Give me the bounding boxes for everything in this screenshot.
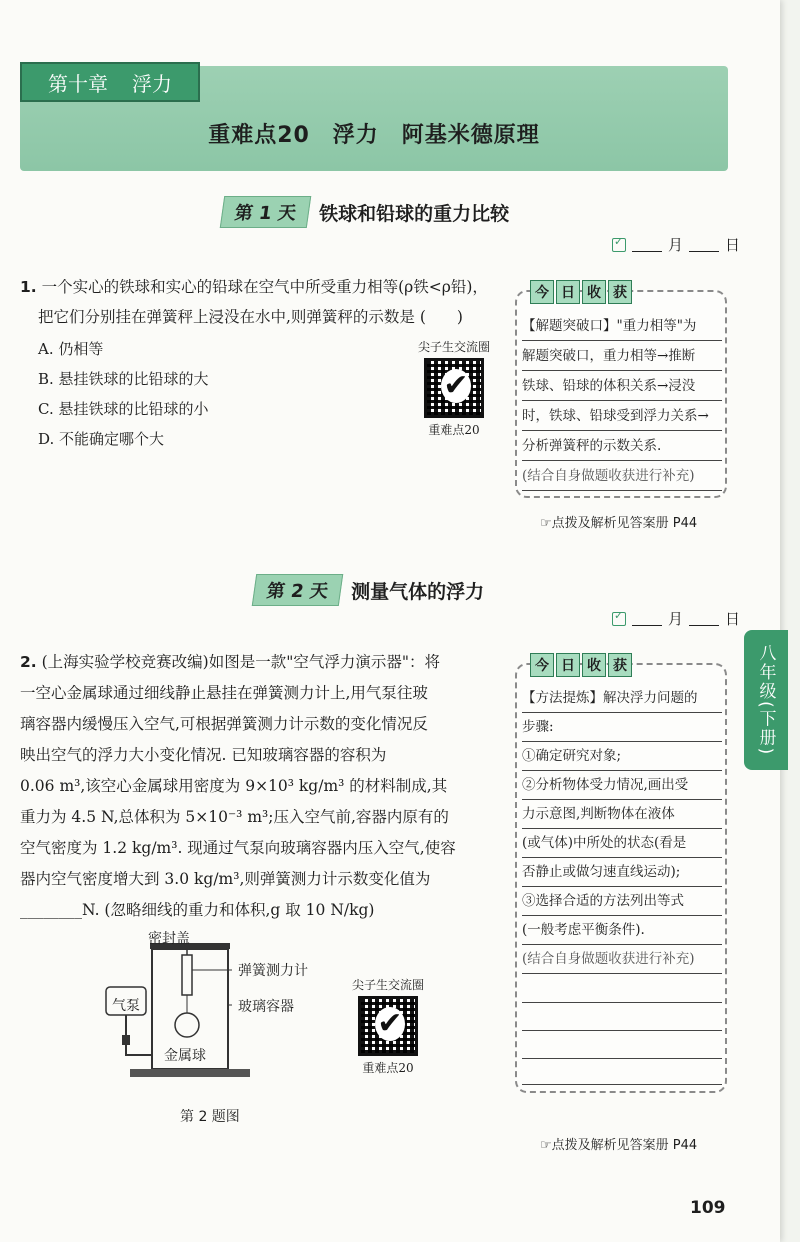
spring-scale xyxy=(182,955,192,995)
blank-line[interactable] xyxy=(522,1002,722,1003)
figure-caption: 第 2 题图 xyxy=(180,1109,240,1125)
chapter-number: 第十章 xyxy=(48,71,108,96)
today-harvest-tag-1: 今 日 收 获 xyxy=(530,280,632,304)
q2-line: 映出空气的浮力大小变化情况. 已知玻璃容器的容积为 xyxy=(20,746,387,764)
day1-box-supplement: (结合自身做题收获进行补充) xyxy=(522,462,722,491)
blank-line[interactable] xyxy=(522,1084,722,1085)
day2-box-line: (或气体)中所处的状态(看是 xyxy=(522,829,722,858)
q1-option-d[interactable]: D. 不能确定哪个大 xyxy=(38,430,165,448)
day2-box-line: 否静止或做匀速直线运动); xyxy=(522,858,722,887)
label-spring-scale: 弹簧测力计 xyxy=(238,963,308,979)
q2-line: 空气密度为 1.2 kg/m³. 现通过气泵向玻璃容器内压入空气,使容 xyxy=(20,839,456,857)
chapter-name: 浮力 xyxy=(132,71,172,96)
calendar-icon xyxy=(612,238,626,252)
chapter-tag xyxy=(20,62,200,102)
section-title: 重难点20 浮力 阿基米德原理 xyxy=(208,123,540,148)
blank-line[interactable] xyxy=(522,1030,722,1031)
day2-box-line: (一般考虑平衡条件). xyxy=(522,916,722,945)
question-1: 1. 一个实心的铁球和实心的铅球在空气中所受重力相等(ρ铁<ρ铅)， 把它们分别挂在弹簧秤上浸没在水中,则弹簧秤的示数是 ( ) xyxy=(20,272,488,332)
label-ball: 金属球 xyxy=(164,1048,206,1064)
label-lid: 密封盖 xyxy=(148,931,190,947)
day2-box-line: 步骤: xyxy=(522,713,722,742)
q1-line1: 一个实心的铁球和实心的铅球在空气中所受重力相等(ρ铁<ρ铅)， xyxy=(41,278,488,296)
day2-heading xyxy=(254,574,484,606)
q2-line: 器内空气密度增大到 3.0 kg/m³,则弹簧测力计示数变化值为 xyxy=(20,870,431,888)
day2-box-line: 力示意图,判断物体在液体 xyxy=(522,800,722,829)
day2-title: 测量气体的浮力 xyxy=(351,580,485,603)
base-platform xyxy=(130,1069,250,1077)
day1-box-line: 解题突破口，重力相等→推断 xyxy=(522,342,722,371)
day1-heading xyxy=(222,196,509,228)
day2-badge: 第 2 天 xyxy=(252,574,344,606)
calendar-icon xyxy=(612,612,626,626)
day2-date: ✓ 月 日 xyxy=(612,608,740,629)
metal-ball xyxy=(175,1013,199,1037)
q1-option-b[interactable]: B. 悬挂铁球的比铅球的大 xyxy=(38,370,209,388)
day1-box-line: 时，铁球、铅球受到浮力关系→ xyxy=(522,402,722,431)
label-container: 玻璃容器 xyxy=(238,999,294,1015)
q2-line: 一空心金属球通过细线静止悬挂在弹簧测力计上,用气泵往玻 xyxy=(20,684,428,702)
qr-code-2[interactable]: 尖子生交流圈 ✔ 重难点20 xyxy=(352,976,424,1076)
day2-box-supplement: (结合自身做题收获进行补充) xyxy=(522,945,722,974)
q2-answer-line[interactable]: ________N. (忽略细线的重力和体积,g 取 10 N/kg) xyxy=(20,901,375,919)
day1-date: ✓ 月 日 xyxy=(612,234,740,255)
day2-box-line: ②分析物体受力情况,画出受 xyxy=(522,771,722,800)
q2-line: (上海实验学校竞赛改编)如图是一款"空气浮力演示器"：将 xyxy=(41,653,440,671)
q2-line: 璃容器内缓慢压入空气,可根据弹簧测力计示数的变化情况反 xyxy=(20,715,428,733)
q2-line: 0.06 m³,该空心金属球用密度为 9×10³ kg/m³ 的材料制成,其 xyxy=(20,777,448,795)
day2-box-line: ③选择合适的方法列出等式 xyxy=(522,887,722,916)
answer-ref-1: ☞点拨及解析见答案册 P44 xyxy=(540,516,698,531)
today-harvest-tag-2: 今 日 收 获 xyxy=(530,653,632,677)
grade-side-tab[interactable]: 八年级(下册) xyxy=(744,630,788,770)
answer-ref-2: ☞点拨及解析见答案册 P44 xyxy=(540,1138,698,1153)
day1-box-line: 分析弹簧秤的示数关系. xyxy=(522,432,722,461)
blank-line[interactable] xyxy=(522,1058,722,1059)
page-number: 109 xyxy=(690,1198,726,1218)
day1-box-line: 【解题突破口】"重力相等"为 xyxy=(522,312,722,341)
day2-box-line: 【方法提炼】解决浮力问题的 xyxy=(522,684,722,713)
day1-title: 铁球和铅球的重力比较 xyxy=(319,202,510,225)
qr-icon xyxy=(424,358,484,418)
label-pump: 气泵 xyxy=(112,998,140,1014)
qr-icon xyxy=(358,996,418,1056)
day1-badge: 第 1 天 xyxy=(220,196,312,228)
day1-box-line: 铁球、铅球的体积关系→浸没 xyxy=(522,372,722,401)
q1-option-c[interactable]: C. 悬挂铁球的比铅球的小 xyxy=(38,400,209,418)
q2-line: 重力为 4.5 N,总体积为 5×10⁻³ m³;压入空气前,容器内原有的 xyxy=(20,808,449,826)
day2-box-line: ①确定研究对象; xyxy=(522,742,722,771)
question-2: 2. (上海实验学校竞赛改编)如图是一款"空气浮力演示器"：将 一空心金属球通过细线静止悬挂在弹簧测力计上,用气泵往玻 璃容器内缓慢压入空气,可根据弹簧测力计示数的变化情况反 映出空气的浮力大小变化情况. 已知玻璃容器的容积为 0.06 m³,该空心金属球用密度为 9×10³ kg/m³ 的材料制成,其 重力为 4.5 N,总体积为 5×10⁻³ m³;压入空气前,容器内原有的 空气密度为 1.2 kg/m³. 现通过气泵向玻璃容器内压入空气,使容 器内空气密度增大到 3.0 kg/m³,则弹簧测力计示数变化值为 ________N. (忽略细线的重力和体积,g 取 10 N/kg) xyxy=(20,647,505,926)
qr-code-1[interactable]: 尖子生交流圈 ✔ 重难点20 xyxy=(418,338,490,438)
q1-option-a[interactable]: A. 仍相等 xyxy=(38,340,104,358)
q1-line2: 把它们分别挂在弹簧秤上浸没在水中,则弹簧秤的示数是 ( ) xyxy=(38,308,463,326)
